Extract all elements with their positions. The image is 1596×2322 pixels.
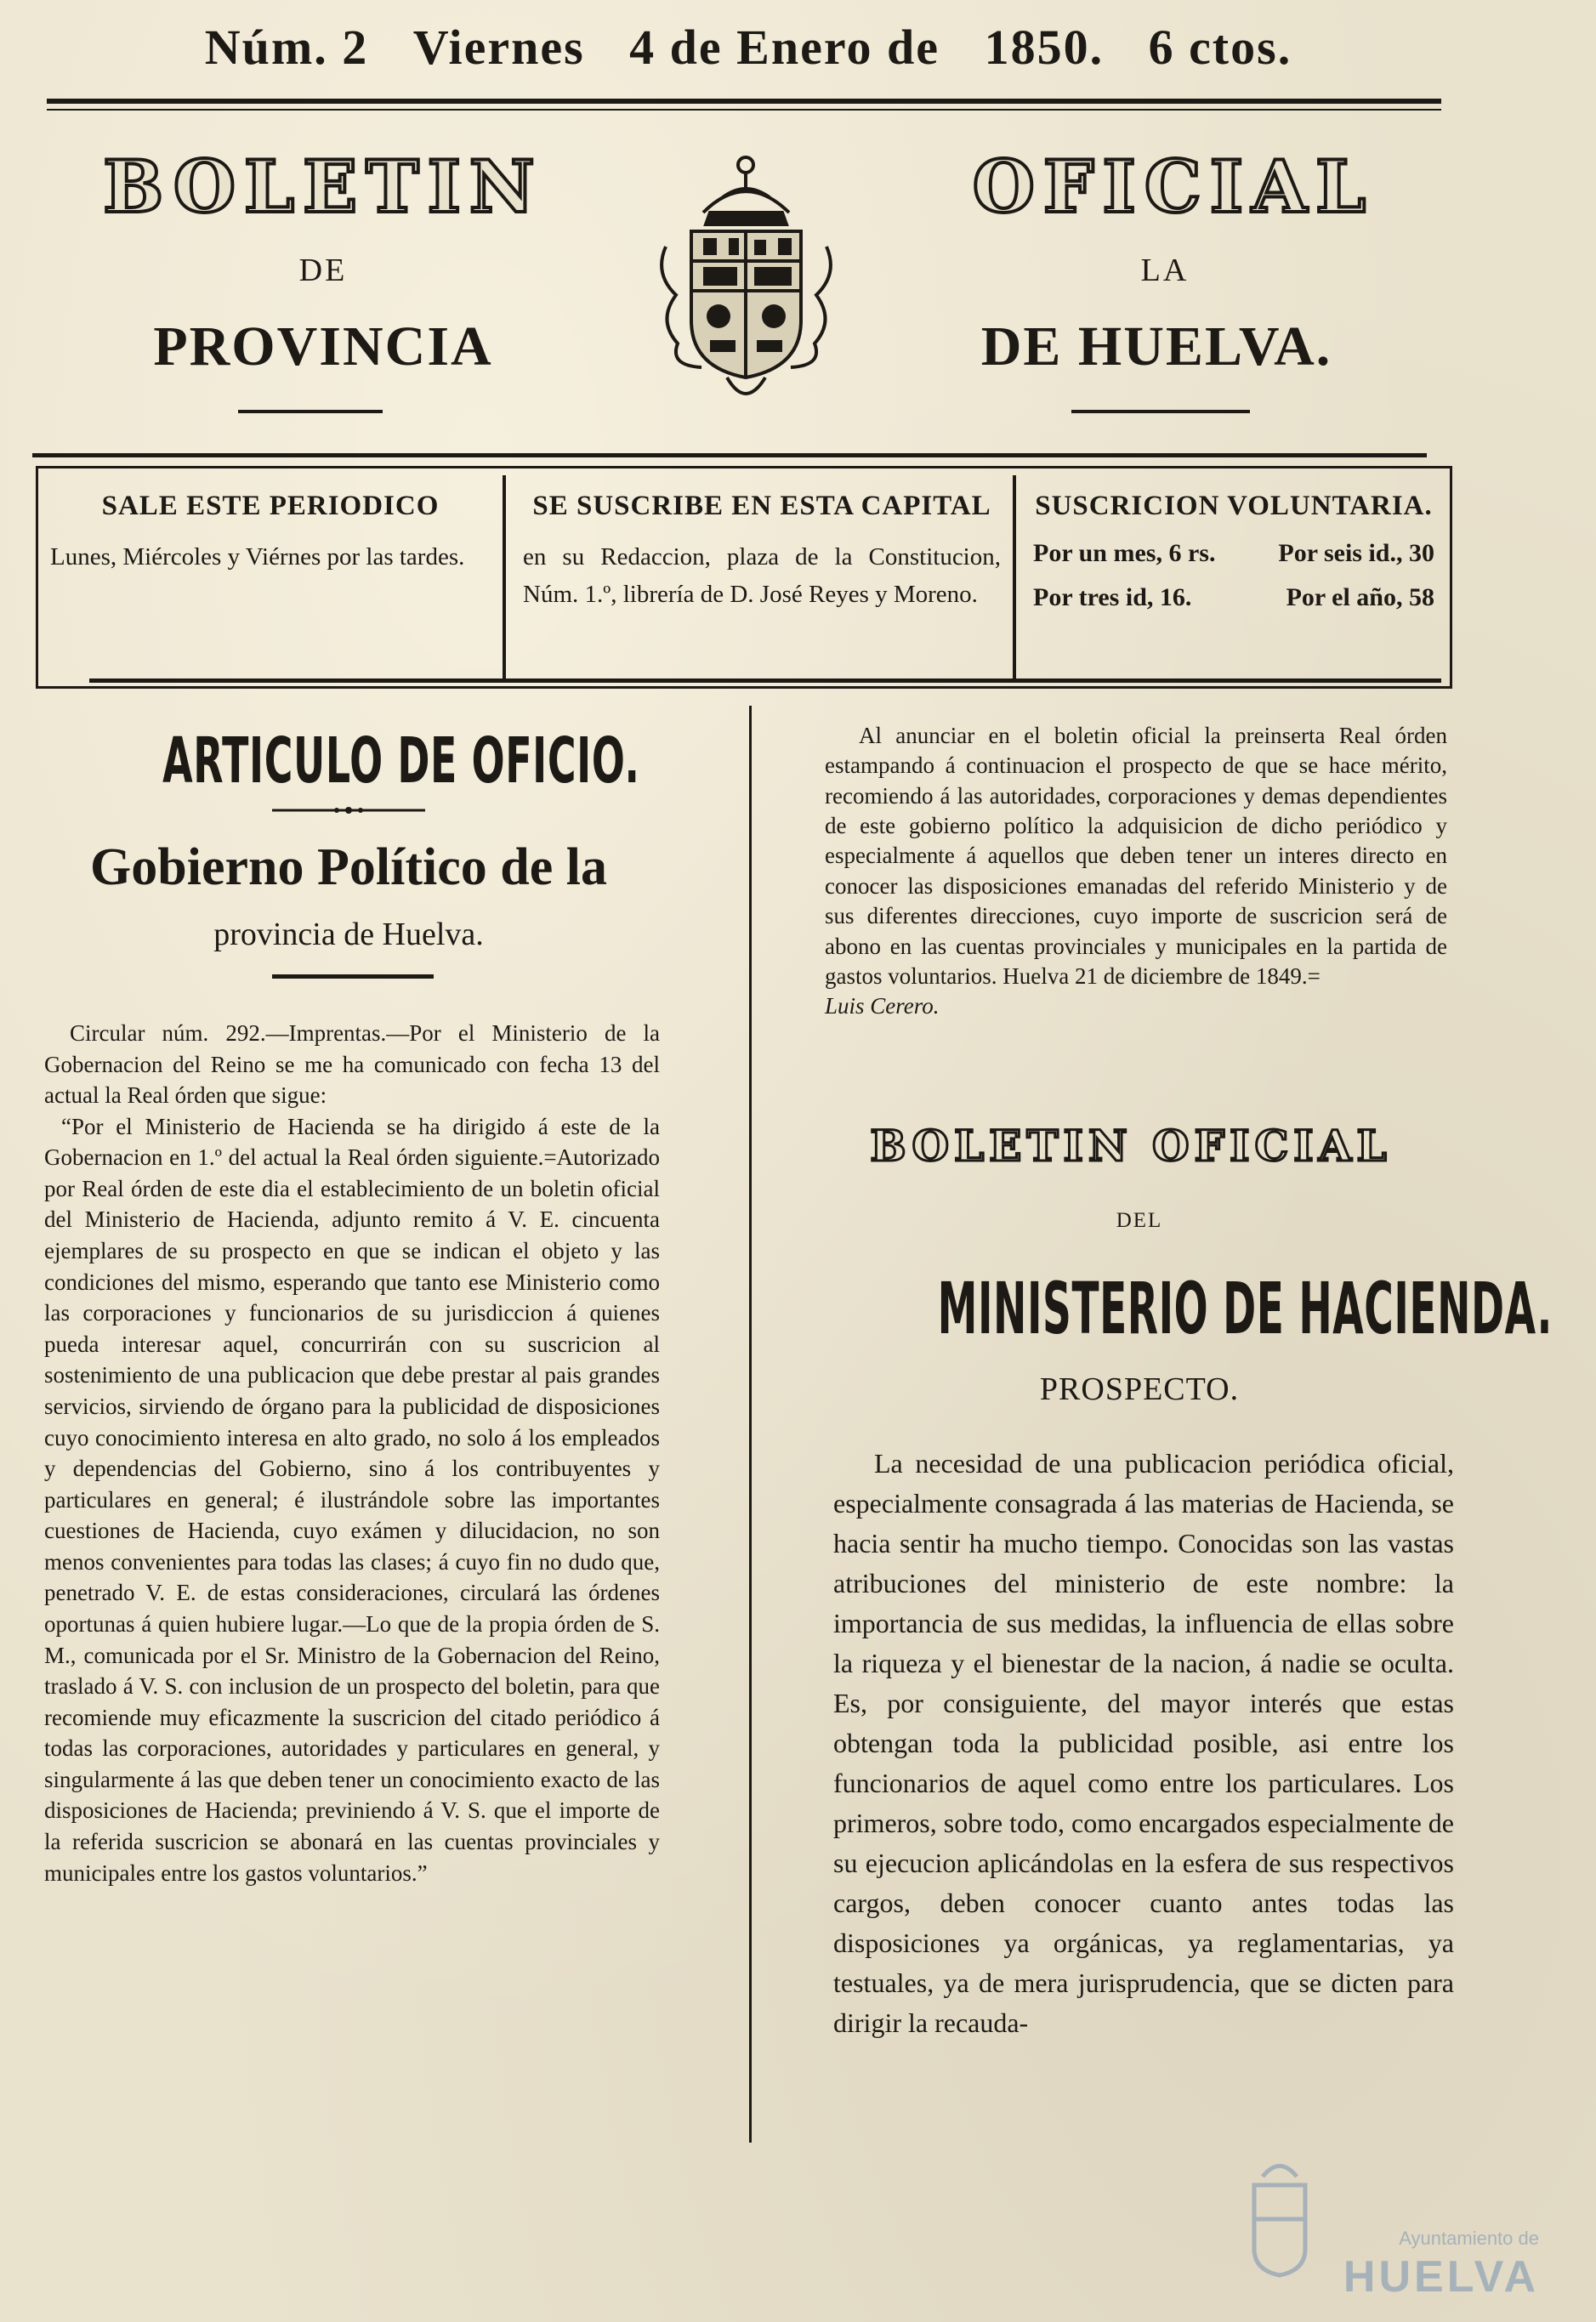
issue-number: Núm. 2	[204, 20, 369, 75]
top-rule-thin	[47, 109, 1441, 111]
info-col1-title: SALE ESTE PERIODICO	[101, 491, 440, 521]
watermark-line2: HUELVA	[1343, 2252, 1539, 2302]
circular-intro: Circular núm. 292.—Imprentas.—Por el Ministerio de la Gobernacion del Reino se me ha comunicado con fecha 13 del actual la Real órden que sigue:	[44, 1020, 660, 1109]
price-one-month: Por un mes, 6 rs.	[1033, 539, 1216, 567]
price-row-1	[1033, 539, 1434, 568]
coat-of-arms-icon	[650, 146, 842, 410]
issue-header-line	[94, 19, 1403, 76]
issue-date: 4 de Enero de	[629, 20, 940, 75]
government-title: Gobierno Político de la	[90, 838, 607, 896]
hacienda-boletin-title: BOLETIN OFICIAL	[870, 1121, 1392, 1171]
circular-text	[44, 1018, 660, 1888]
info-col2-text: en su Redaccion, plaza de la Constitucion, Núm. 1.º, librería de D. José Reyes y Moreno.	[523, 543, 1001, 608]
masthead-underline-left	[238, 410, 383, 413]
city-emblem-icon	[1246, 2151, 1314, 2279]
announcement-text	[825, 721, 1447, 1022]
prospecto-heading: PROSPECTO.	[1039, 1371, 1240, 1407]
price-three-months: Por tres id, 16.	[1033, 583, 1192, 611]
top-rule	[47, 99, 1441, 104]
issue-weekday: Viernes	[412, 20, 585, 75]
price-row-2	[1033, 583, 1434, 612]
ornament-divider	[272, 803, 425, 812]
info-col1-text: Lunes, Miércoles y Viérnes por las tardes.	[50, 543, 465, 571]
masthead-title-left: BOLETIN	[103, 145, 543, 229]
info-bottom-rule	[89, 678, 1441, 683]
watermark-line1: Ayuntamiento de	[1399, 2228, 1539, 2249]
info-divider-2	[1013, 475, 1016, 681]
masthead-underline-right	[1071, 410, 1250, 413]
info-publication-days	[38, 468, 503, 686]
masthead-de: DE	[298, 253, 348, 288]
info-subscription-place	[511, 468, 1013, 686]
article-heading: ARTICULO DE OFICIO.	[162, 724, 640, 798]
ministerio-heading: MINISTERIO DE HACIENDA.	[937, 1267, 1553, 1350]
prospecto-body: La necesidad de una publicacion periódica oficial, especialmente consagrada á las materias de Hacienda, se hacia sentir ha mucho tiempo. Conocidas son las vastas atribuciones del ministerio de este nombre: la importancia de sus medidas, la influencia de ellas sobre la riqueza y el bienestar de la nacion, á nadie se oculta. Es, por consiguiente, del mayor interés que estas obtengan toda la publicidad posible, asi entre los funcionarios de aquel como entre los particulares. Los primeros, sobre todo, como encargados especialmente de su ejecucion aplicándolas en la esfera de sus respectivos cargos, deben conocer cuanto antes todas las disposiciones ya orgánicas, ya reglamentarias, ya testuales, ya de mera jurisprudencia, que se dicten para dirigir la recauda-	[833, 1448, 1454, 2039]
price-six-months: Por seis id., 30	[1278, 539, 1434, 567]
issue-price: 6 ctos.	[1148, 20, 1292, 75]
subscription-info-box	[36, 466, 1452, 689]
masthead-de-huelva: DE HUELVA.	[980, 315, 1332, 378]
info-col2-title: SE SUSCRIBE EN ESTA CAPITAL	[532, 491, 991, 521]
masthead-provincia: PROVINCIA	[153, 315, 493, 378]
prospecto-text	[833, 1444, 1454, 2043]
info-col3-title: SUSCRICION VOLUNTARIA.	[1035, 491, 1433, 521]
masthead-title-right: OFICIAL	[972, 145, 1375, 229]
government-subtitle: provincia de Huelva.	[213, 917, 484, 952]
info-voluntary-subscription	[1021, 468, 1446, 686]
del-label: DEL	[1116, 1209, 1163, 1232]
masthead-bottom-rule	[32, 453, 1427, 457]
info-divider-1	[503, 475, 506, 681]
section-rule	[272, 974, 434, 979]
signature: Luis Cerero.	[825, 993, 940, 1019]
column-divider	[749, 706, 752, 2143]
announcement-body: Al anunciar en el boletin oficial la preinserta Real órden estampando á continuacion el prospecto de que se hace mérito, recomiendo á las autoridades, corporaciones y demas dependientes de este gobierno político la adquisicion de dicho periódico y especialmente á aquellos que deben tener un interes directo en conocer las disposiciones emanadas del referido Ministerio y de sus diferentes direcciones, cuyo importe de suscricion será de abono en las cuentas provinciales y municipales en la partida de gastos voluntarios. Huelva 21 de diciembre de 1849.=	[825, 723, 1447, 989]
circular-body: “Por el Ministerio de Hacienda se ha dirigido á este de la Gobernacion en 1.º del actual la Real órden siguiente.=Autorizado por Real órden de este dia el establecimiento de un boletin oficial del Ministerio de Hacienda, adjunto remito á V. E. cincuenta ejemplares de su prospecto en que se indican el objeto y las condiciones del mismo, esperando que tanto ese Ministerio como las corporaciones y funcionarios de su jurisdiccion á quienes pueda interesar aquel, concurrirán con su suscricion al sostenimiento de una publicacion que debe prestar al pais grandes servicios, sirviendo de órgano para la publicidad de disposiciones cuyo conocimiento interesa en alto grado, no solo á los empleados y dependencias del Gobierno, sino á los contribuyentes y particulares en general; é ilustrándole sobre las importantes cuestiones de Hacienda, cuyo exámen y dilucidacion, no son menos convenientes para todas las clases; á cuyo fin no dudo que, penetrado V. E. de estas consideraciones, circulará las órdenes oportunas á quien hubiere lugar.—Lo que de la propia órden de S. M., comunicada por el Sr. Ministro de la Gobernacion del Reino, traslado á V. S. con inclusion de un prospecto del boletin, para que recomiende muy eficazmente la suscricion del citado periódico á todas las corporaciones, autoridades y particulares en general, y singularmente á las que deben tener un conocimiento exacto de las disposiciones de Hacienda; previniendo á V. S. que el importe de la referida suscricion se abonará en las cuentas provinciales y municipales entre los gastos voluntarios.”	[44, 1113, 660, 1886]
masthead-la: LA	[1140, 253, 1190, 288]
price-one-year: Por el año, 58	[1286, 583, 1434, 611]
issue-year: 1850.	[984, 20, 1105, 75]
